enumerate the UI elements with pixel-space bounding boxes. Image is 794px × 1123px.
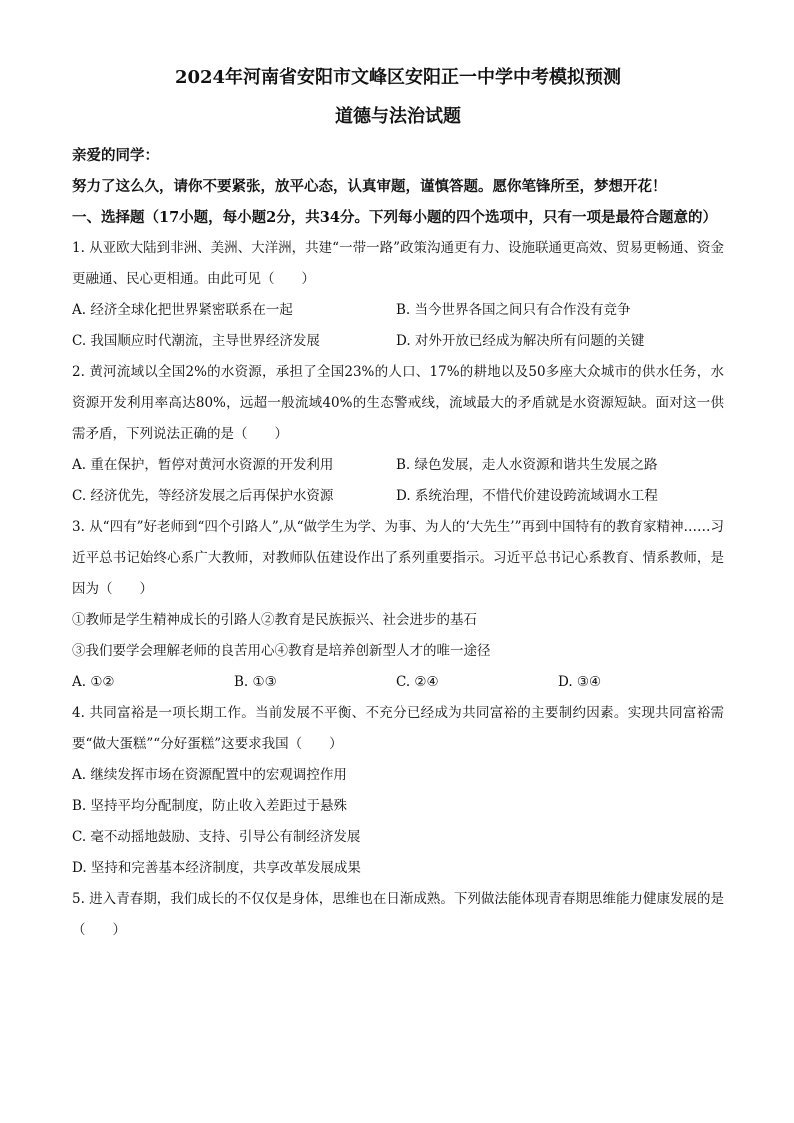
question-2	[72, 357, 724, 512]
option-d: D. 对外开放已经成为解决所有问题的关键	[396, 333, 645, 349]
option-c: C. 经济优先，等经济发展之后再保护水资源	[72, 488, 334, 504]
question-5	[72, 884, 724, 946]
question-statement: ③我们要学会理解老师的良苦用心④教育是培养创新型人才的唯一途径	[72, 643, 491, 659]
option-a: A. 重在保护，暂停对黄河水资源的开发利用	[72, 457, 334, 473]
question-options	[72, 667, 724, 698]
question-stem: 1. 从亚欧大陆到非洲、美洲、大洋洲，共建“一带一路”政策沟通更有力、设施联通更高效、贸易更畅通、资金更融通、民心更相通。由此可见（ ）	[72, 240, 724, 287]
option-b: B. 绿色发展，走人水资源和谐共生发展之路	[396, 457, 658, 473]
option-c: C. ②④	[396, 674, 439, 690]
option-b: B. 当今世界各国之间只有合作没有竞争	[396, 302, 631, 318]
section-heading: 一、选择题（17小题，每小题2分，共34分。下列每小题的四个选项中，只有一项是最符合题意的）	[72, 209, 717, 226]
question-stem: 5. 进入青春期，我们成长的不仅仅是身体，思维也在日渐成熟。下列做法能体现青春期思维能力健康发展的是（ ）	[72, 891, 724, 938]
question-statement: ①教师是学生精神成长的引路人②教育是民族振兴、社会进步的基石	[72, 612, 477, 628]
question-stem: 4. 共同富裕是一项长期工作。当前发展不平衡、不充分已经成为共同富裕的主要制约因素。实现共同富裕需要“做大蛋糕”“分好蛋糕”这要求我国（ ）	[72, 705, 724, 752]
option-b: B. ①③	[234, 674, 277, 690]
question-options	[72, 450, 724, 512]
option-c: C. 我国顺应时代潮流，主导世界经济发展	[72, 333, 320, 349]
option-d: D. 系统治理，不惜代价建设跨流域调水工程	[396, 488, 658, 504]
option-a: A. ①②	[72, 674, 115, 690]
option-a: A. 继续发挥市场在资源配置中的宏观调控作用	[72, 767, 347, 783]
option-a: A. 经济全球化把世界紧密联系在一起	[72, 302, 293, 318]
question-4	[72, 698, 724, 884]
question-3	[72, 512, 724, 698]
greeting-salutation: 亲爱的同学：	[72, 147, 159, 164]
exam-subject: 道德与法治试题	[335, 106, 461, 127]
question-stem: 3. 从“四有”好老师到“四个引路人”,从“做学生为学、为事、为人的‘大先生’”再到中国特有的教育家精神……习近平总书记始终心系广大教师，对教师队伍建设作出了系列重要指示。习近平总书记心系教育、情系教师，是因为（ ）	[72, 519, 724, 597]
greeting-message: 努力了这么久，请你不要紧张，放平心态，认真审题，谨慎答题。愿你笔锋所至，梦想开花！	[72, 178, 667, 195]
question-1	[72, 233, 724, 357]
option-c: C. 毫不动摇地鼓励、支持、引导公有制经济发展	[72, 829, 361, 845]
question-options	[72, 295, 724, 357]
exam-page	[72, 66, 724, 946]
option-d: D. 坚持和完善基本经济制度，共享改革发展成果	[72, 860, 361, 876]
exam-title: 2024年河南省安阳市文峰区安阳正一中学中考模拟预测	[174, 67, 622, 88]
question-stem: 2. 黄河流域以全国2%的水资源，承担了全国23%的人口、17%的耕地以及50多座大众城市的供水任务，水资源开发利用率高达80%，远超一般流域40%的生态警戒线，流域最大的矛盾就是水资源短缺。面对这一供需矛盾，下列说法正确的是（ ）	[72, 364, 724, 442]
option-b: B. 坚持平均分配制度，防止收入差距过于悬殊	[72, 798, 348, 814]
option-d: D. ③④	[558, 674, 602, 690]
